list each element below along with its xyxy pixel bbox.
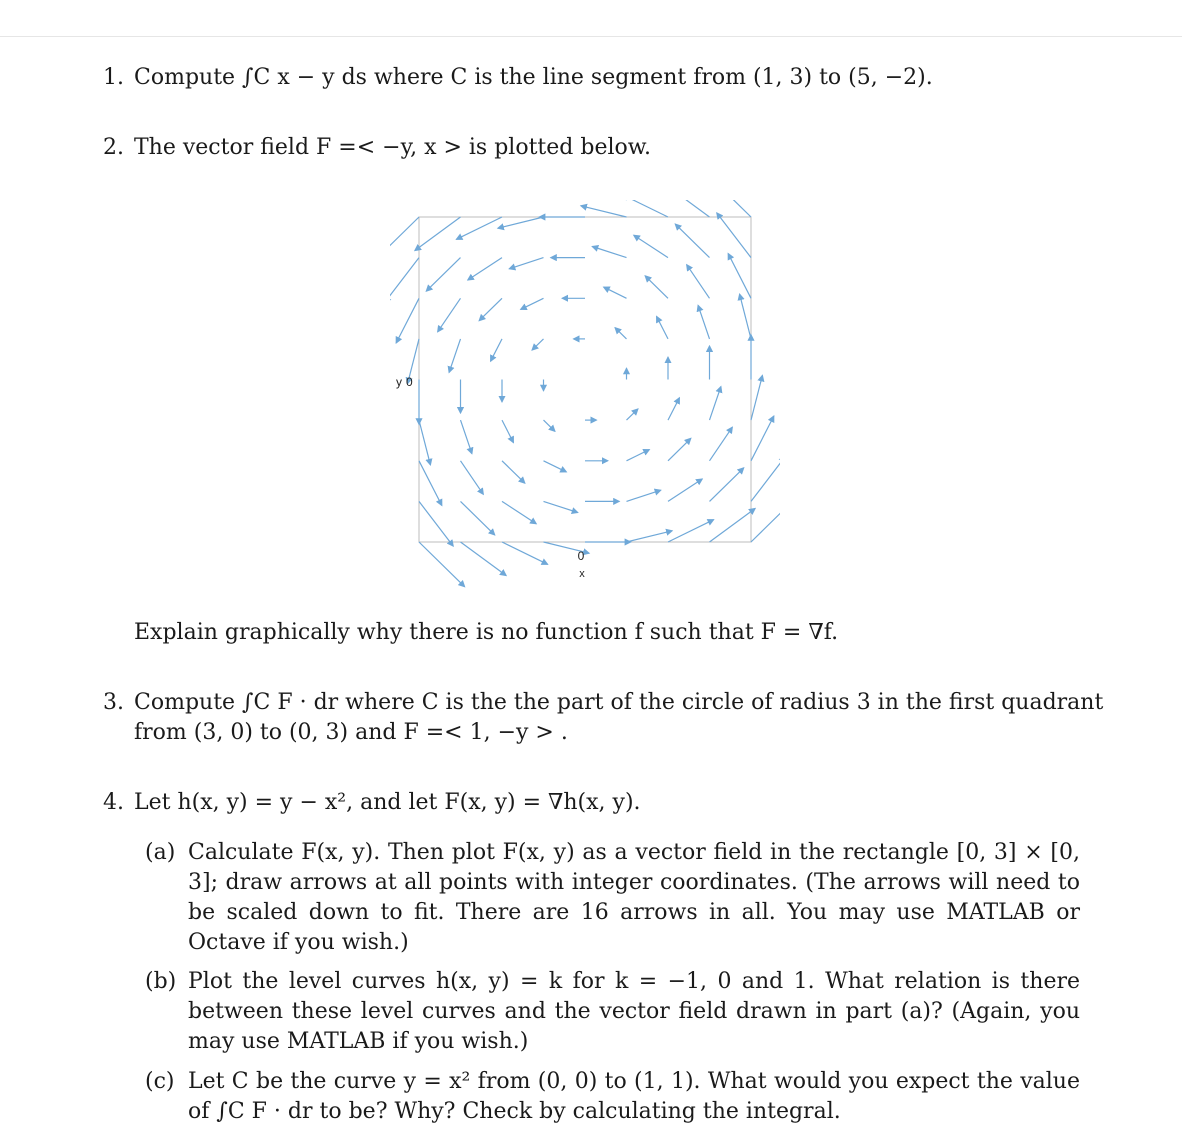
quiver-arrow [461, 420, 472, 454]
quiver-arrow [449, 339, 460, 373]
quiver-arrow [687, 265, 710, 299]
y-axis-label: y [396, 375, 402, 389]
quiver-arrow [592, 247, 626, 258]
quiver-arrow [461, 501, 495, 535]
quiver-arrow [751, 497, 780, 542]
quiver-arrow [532, 339, 543, 350]
quiver-arrow [461, 542, 507, 576]
x-axis-label: x [579, 568, 585, 580]
quiver-arrow [498, 217, 544, 228]
problem-3-text-line1: Compute ∫C F · dr where C is the the part of the circle of radius 3 in the first quadrant [134, 690, 1104, 715]
part-b-text: Plot the level curves h(x, y) = k for k = −1, 0 and 1. What relation is there between these level curves and the vector field drawn in part (a)? (Again, you may use MATLAB if you wish.) [188, 969, 1080, 1054]
quiver-arrow [419, 420, 430, 465]
quiver-arrow [627, 490, 661, 501]
quiver-arrow [698, 305, 709, 339]
quiver-arrow [502, 461, 525, 483]
quiver-arrow [502, 420, 513, 442]
problem-4a [145, 838, 1080, 958]
quiver-arrow [668, 479, 702, 501]
quiver-arrow [521, 298, 544, 309]
quiver-arrow [396, 298, 419, 343]
part-a-label: (a) [145, 840, 176, 865]
y-tick-label: 0 [406, 375, 413, 389]
quiver-arrow [604, 287, 627, 298]
quiver-arrow [491, 339, 502, 361]
quiver-arrow [479, 298, 502, 320]
quiver-arrow [657, 317, 668, 339]
quiver-arrow [634, 235, 668, 257]
quiver-arrow [751, 457, 780, 502]
quiver-arrow [627, 409, 638, 420]
x-tick-label: 0 [577, 549, 585, 563]
quiver-arrow [705, 200, 751, 217]
quiver-arrow [461, 461, 484, 495]
vector-field-plot [390, 200, 780, 590]
quiver-arrow [710, 427, 733, 461]
quiver-arrow [544, 461, 567, 472]
quiver-arrows [390, 200, 780, 587]
quiver-arrow [415, 217, 461, 251]
quiver-arrow [751, 416, 774, 461]
quiver-arrow [622, 200, 668, 217]
quiver-arrow [710, 509, 756, 543]
problem-4-text: Let h(x, y) = y − x², and let F(x, y) = ∇h(x, y). [134, 790, 641, 815]
quiver-arrow [438, 298, 461, 332]
quiver-arrow [717, 213, 751, 258]
quiver-arrow [390, 217, 419, 262]
problem-2-followup: Explain graphically why there is no function f such that F = ∇f. [134, 620, 839, 645]
quiver-arrow [544, 501, 578, 512]
problem-4 [103, 788, 641, 818]
quiver-arrow [728, 254, 751, 299]
part-a-text: Calculate F(x, y). Then plot F(x, y) as a vector field in the rectangle [0, 3] × [0, 3]; draw arrows at all points with integer coordinates. (The arrows will need to be scaled down to fit. There are 16 arrows in all. You may use MATLAB or Octave if you wish.) [188, 840, 1080, 955]
quiver-arrow [710, 468, 744, 502]
quiver-arrow [509, 258, 543, 269]
problem-4c [145, 1067, 1080, 1127]
quiver-arrow [456, 217, 502, 239]
quiver-arrow [615, 328, 626, 339]
part-b-label: (b) [145, 969, 177, 994]
top-rule [0, 36, 1182, 37]
quiver-arrow [468, 258, 502, 280]
problem-3-text-line2: from (3, 0) to (0, 3) and F =< 1, −y > . [134, 720, 568, 745]
part-c-text: Let C be the curve y = x² from (0, 0) to (1, 1). What would you expect the value of ∫C F · dr to be? Why? Check by calculating the integral. [188, 1069, 1080, 1124]
quiver-arrow [710, 387, 721, 421]
quiver-arrow [668, 438, 691, 460]
quiver-arrow [502, 501, 536, 523]
quiver-arrow [426, 258, 460, 292]
quiver-arrow [675, 224, 709, 258]
problem-2-number: 2. [103, 135, 124, 160]
quiver-arrow [419, 542, 465, 587]
part-c-label: (c) [145, 1069, 175, 1094]
problem-3-number: 3. [103, 690, 124, 715]
quiver-arrow [627, 450, 650, 461]
problem-3 [103, 688, 1103, 718]
problem-4b [145, 967, 1080, 1057]
quiver-arrow [419, 461, 442, 506]
problem-2 [103, 133, 651, 163]
quiver-arrow [544, 420, 555, 431]
quiver-arrow [419, 501, 453, 546]
problem-4-number: 4. [103, 790, 124, 815]
quiver-arrow [668, 398, 679, 420]
quiver-arrow [668, 520, 714, 542]
problem-2-text: The vector field F =< −y, x > is plotted below. [134, 135, 651, 160]
quiver-arrow [390, 258, 419, 303]
quiver-arrow [581, 206, 627, 217]
plot-frame [419, 217, 751, 542]
problem-1 [103, 63, 933, 93]
quiver-arrow [664, 200, 710, 217]
quiver-arrow [645, 276, 668, 298]
problem-1-text: Compute ∫C x − y ds where C is the line segment from (1, 3) to (5, −2). [134, 65, 933, 90]
quiver-arrow [627, 531, 673, 542]
problem-1-number: 1. [103, 65, 124, 90]
quiver-arrow [751, 375, 762, 420]
quiver-arrow [740, 294, 751, 339]
quiver-arrow [502, 542, 548, 564]
